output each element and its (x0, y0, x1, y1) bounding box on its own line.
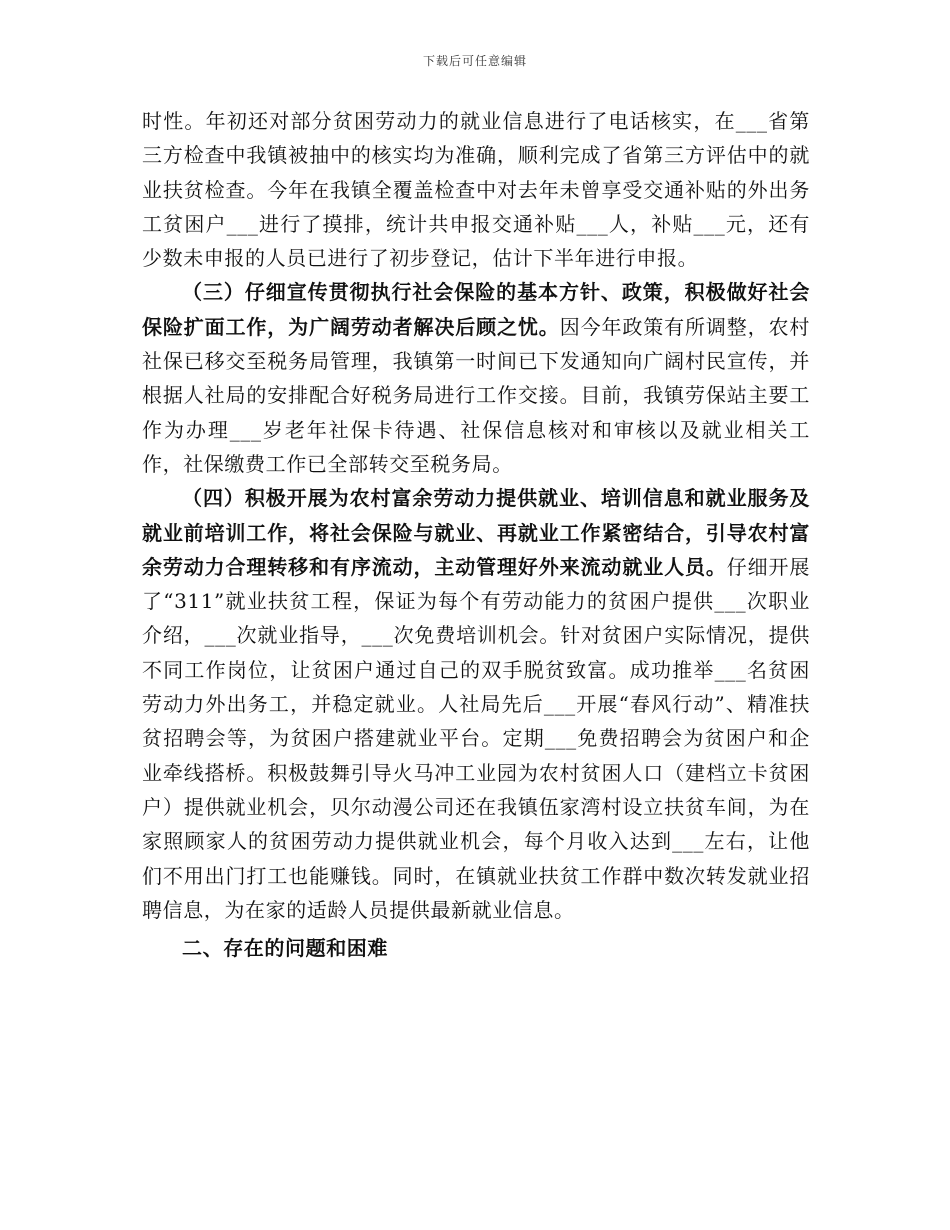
section-heading-problems: 二、存在的问题和困难 (182, 936, 388, 961)
paragraph-employment-verification: 时性。年初还对部分贫困劳动力的就业信息进行了电话核实，在___省第三方检查中我镇被抽中的核实均为准确，顺利完成了省第三方评估中的就业扶贫检查。今年在我镇全覆盖检查中对去年未曾享受交通补贴的外出务工贫困户___进行了摸排，统计共申报交通补贴___人，补贴___元，还有少数未申报的人员已进行了初步登记，估计下半年进行申报。 (142, 109, 810, 271)
document-body (142, 104, 810, 965)
subsection-heading-four: （四）积极开展为农村富余劳动力提供就业、培训信息和就业服务及就业前培训工作，将社会保险与就业、再就业工作紧密结合，引导农村富余劳动力合理转移和有序流动，主动管理好外来流动就业人员。 (142, 486, 810, 579)
paragraph-social-insurance (142, 275, 810, 481)
page-header-note: 下载后可任意编辑 (422, 54, 527, 68)
paragraph-social-insurance-body: 因今年政策有所调整，农村社保已移交至税务局管理，我镇第一时间已下发通知向广阔村民宣传，并根据人社局的安排配合好税务局进行工作交接。目前，我镇劳保站主要工作为办理___岁老年社保卡待遇、社保信息核对和审核以及就业相关工作，社保缴费工作已全部转交至税务局。 (142, 314, 811, 476)
paragraph-labor-services-body: 仔细开展了“311”就业扶贫工程，保证为每个有劳动能力的贫困户提供___次职业介绍，___次就业指导，___次免费培训机会。针对贫困户实际情况，提供不同工作岗位，让贫困户通过自己的双手脱贫致富。成功推举___名贫困劳动力外出务工，并稳定就业。人社局先后___开展“春风行动”、精准扶贫招聘会等，为贫困户搭建就业平台。定期___免费招聘会为贫困户和企业牵线搭桥。积极鼓舞引导火马冲工业园为农村贫困人口（建档立卡贫困户）提供就业机会，贝尔动漫公司还在我镇伍家湾村设立扶贫车间，为在家照顾家人的贫困劳动力提供就业机会，每个月收入达到___左右，让他们不用出门打工也能赚钱。同时，在镇就业扶贫工作群中数次转发就业招聘信息，为在家的适龄人员提供最新就业信息。 (142, 554, 810, 922)
subsection-heading-three: （三）仔细宣传贯彻执行社会保险的基本方针、政策，积极做好社会保险扩面工作，为广阔劳动者解决后顾之忧。 (142, 280, 810, 339)
paragraph-labor-services (142, 481, 810, 927)
